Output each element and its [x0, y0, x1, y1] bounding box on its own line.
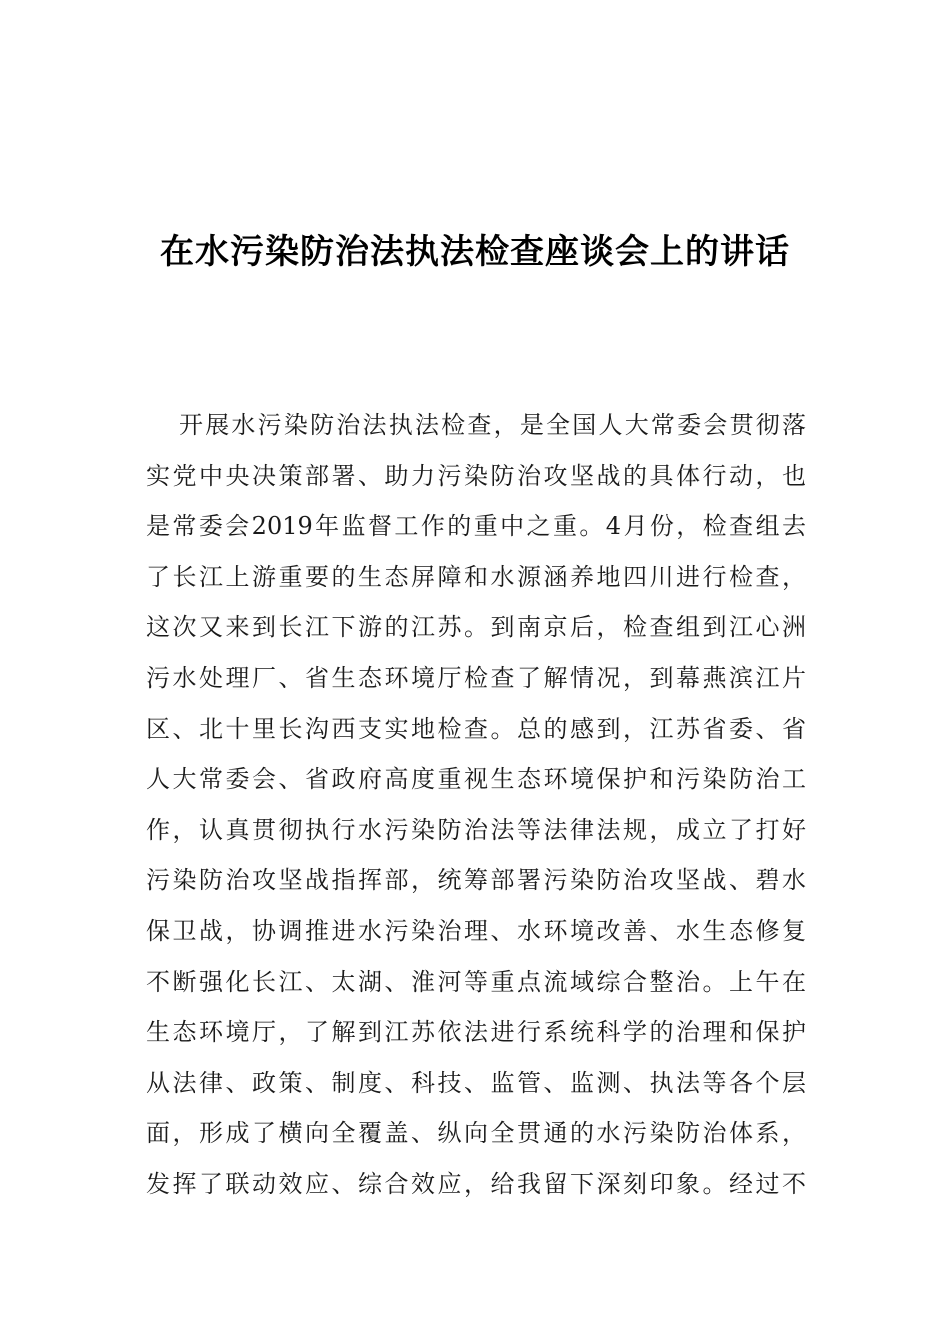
- text-line: 是常委会2019年监督工作的重中之重。4月份，检查组去: [146, 512, 806, 541]
- text-line: 污水处理厂、省生态环境厅检查了解情况，到幕燕滨江片: [146, 663, 806, 692]
- text-line: 了长江上游重要的生态屏障和水源涵养地四川进行检查，: [146, 562, 806, 591]
- text-line: 开展水污染防治法执法检查，是全国人大常委会贯彻落: [179, 411, 806, 439]
- text-line: 发挥了联动效应、综合效应，给我留下深刻印象。经过不: [146, 1169, 806, 1198]
- text-line: 区、北十里长沟西支实地检查。总的感到，江苏省委、省: [146, 714, 806, 743]
- body-paragraph: [146, 400, 806, 1210]
- text-line: 面，形成了横向全覆盖、纵向全贯通的水污染防治体系，: [146, 1119, 806, 1148]
- text-line: 保卫战，协调推进水污染治理、水环境改善、水生态修复: [146, 916, 806, 945]
- document-title: 在水污染防治法执法检查座谈会上的讲话: [160, 232, 790, 272]
- text-line: 实党中央决策部署、助力污染防治攻坚战的具体行动，也: [146, 461, 806, 490]
- text-line: 污染防治攻坚战指挥部，统筹部署污染防治攻坚战、碧水: [146, 866, 806, 895]
- text-line: 不断强化长江、太湖、淮河等重点流域综合整治。上午在: [146, 967, 806, 996]
- text-line: 这次又来到长江下游的江苏。到南京后，检查组到江心洲: [146, 613, 806, 642]
- text-line: 人大常委会、省政府高度重视生态环境保护和污染防治工: [146, 765, 806, 794]
- text-line: 生态环境厅，了解到江苏依法进行系统科学的治理和保护: [146, 1018, 806, 1047]
- text-line: 从法律、政策、制度、科技、监管、监测、执法等各个层: [146, 1068, 806, 1097]
- text-line: 作，认真贯彻执行水污染防治法等法律法规，成立了打好: [146, 815, 806, 844]
